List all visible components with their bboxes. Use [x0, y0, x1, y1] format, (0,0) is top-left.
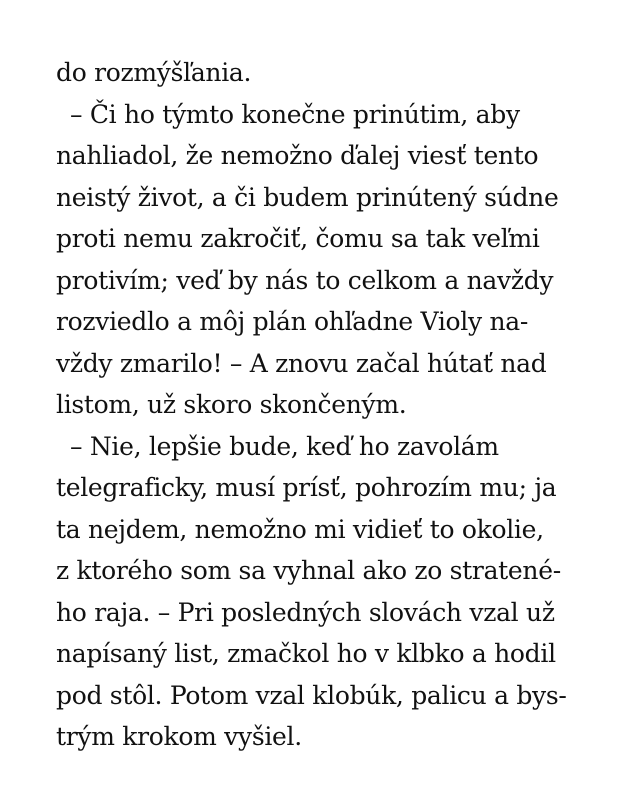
text-line-15: napísaný list, zmačkol ho v klbko a hodil	[56, 639, 556, 668]
text-line-4: neistý život, a či budem prinútený súdne	[56, 182, 559, 212]
text-line-13: z ktorého som sa vyhnal ako zo stratené-	[56, 556, 561, 585]
text-line-2: – Či ho týmto konečne prinútim, aby	[70, 99, 520, 129]
text-line-1: do rozmýšľania.	[56, 58, 252, 87]
text-line-7: rozviedlo a môj plán ohľadne Violy na-	[56, 307, 529, 336]
text-line-11: telegraficky, musí prísť, pohrozím mu; ja	[56, 473, 557, 502]
text-line-9: listom, už skoro skončeným.	[56, 390, 407, 419]
text-line-10: – Nie, lepšie bude, keď ho zavolám	[70, 431, 499, 461]
text-line-5: proti nemu zakročiť, čomu sa tak veľmi	[56, 224, 540, 253]
text-line-3: nahliadol, že nemožno ďalej viesť tento	[56, 141, 539, 170]
page-text	[56, 52, 596, 758]
text-line-16: pod stôl. Potom vzal klobúk, palicu a bys-	[56, 680, 567, 710]
text-line-14: ho raja. – Pri posledných slovách vzal už	[56, 597, 555, 627]
text-line-17: trým krokom vyšiel.	[56, 722, 302, 751]
text-line-6: protivím; veď by nás to celkom a navždy	[56, 265, 554, 295]
text-line-8: vždy zmarilo! – A znovu začal hútať nad	[56, 348, 547, 378]
text-line-12: ta nejdem, nemožno mi vidieť to okolie,	[56, 514, 544, 544]
